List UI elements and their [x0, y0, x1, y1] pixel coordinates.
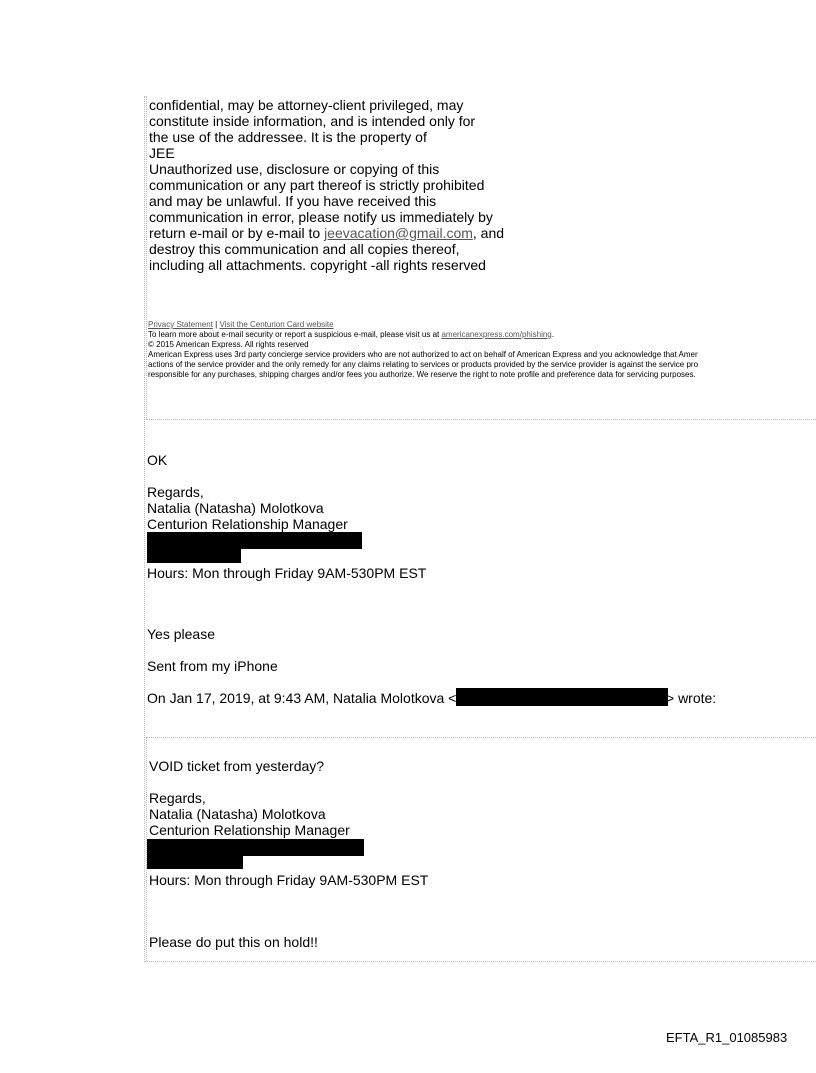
disclaimer-line: including all attachments. copyright -all rights reserved: [149, 257, 486, 273]
footer-links: [148, 320, 816, 330]
disclaimer-line: Unauthorized use, disclosure or copying of this: [149, 161, 440, 177]
regards-text: Regards,: [147, 484, 204, 500]
sender-name: Natalia (Natasha) Molotkova: [147, 500, 324, 516]
redaction-box: [147, 548, 241, 563]
quote-header-suffix: > wrote:: [666, 690, 717, 706]
office-hours: Hours: Mon through Friday 9AM-530PM EST: [149, 872, 429, 888]
sent-from-line: Sent from my iPhone: [147, 658, 278, 674]
disclaimer-line: communication or any part thereof is strictly prohibited: [149, 177, 485, 193]
disclaimer-return-line: [149, 225, 504, 241]
email-link[interactable]: jeevacation@gmail.com: [324, 225, 473, 241]
message-body-ok: OK: [147, 452, 168, 468]
quote-border-bottom: [146, 419, 816, 420]
signature-block-2: [149, 790, 350, 838]
office-hours: Hours: Mon through Friday 9AM-530PM EST: [147, 565, 427, 581]
message-body-void: VOID ticket from yesterday?: [149, 758, 325, 774]
security-notice-text: To learn more about e-mail security or report a suspicious e-mail, please visit us at: [148, 330, 442, 339]
message-body-yes: Yes please: [147, 626, 215, 642]
regards-text: Regards,: [149, 790, 206, 806]
security-notice: [148, 330, 816, 340]
sender-title: Centurion Relationship Manager: [149, 822, 350, 838]
disclaimer-line: destroy this communication and all copies thereof,: [149, 241, 460, 257]
signature-block-1: [147, 484, 348, 532]
disclaimer-line: constitute inside information, and is intended only for: [149, 113, 476, 129]
amex-copyright: © 2015 American Express. All rights reserved: [148, 340, 309, 349]
concierge-notice-line: American Express uses 3rd party concierge service providers who are not authorized to act on behalf of American Express and you acknowledge that Amer: [148, 350, 698, 359]
return-suffix: , and: [472, 225, 505, 241]
concierge-notice-line: actions of the service provider and the only remedy for any claims relating to services or products provided by the service provider is against the service pro: [148, 360, 699, 369]
centurion-website-link[interactable]: Visit the Centurion Card website: [219, 320, 334, 329]
quote-header-prefix: On Jan 17, 2019, at 9:43 AM, Natalia Molotkova <: [147, 690, 457, 706]
confidentiality-disclaimer: [149, 97, 504, 273]
quote-border-top-3: [146, 737, 816, 738]
security-notice-end: .: [551, 330, 554, 339]
concierge-notice-line: responsible for any purchases, shipping charges and/or fees you authorize. We reserve the right to note profile and preference data for servicing purposes.: [148, 370, 696, 379]
privacy-statement-link[interactable]: Privacy Statement: [148, 320, 213, 329]
quote-border-bottom-3: [144, 961, 816, 962]
link-separator: |: [212, 320, 220, 329]
hold-request: Please do put this on hold!!: [149, 934, 318, 950]
disclaimer-line: communication in error, please notify us immediately by: [149, 209, 493, 225]
return-prefix: return e-mail or by e-mail to: [149, 225, 325, 241]
quote-border-outer: [144, 96, 145, 962]
phishing-link[interactable]: americanexpress.com/phishing: [441, 330, 552, 339]
sender-name: Natalia (Natasha) Molotkova: [149, 806, 326, 822]
redaction-box: [147, 532, 362, 549]
disclaimer-line: JEE: [149, 145, 175, 161]
disclaimer-line: and may be unlawful. If you have received this: [149, 193, 437, 209]
redaction-box: [147, 855, 243, 869]
disclaimer-line: confidential, may be attorney-client privileged, may: [149, 97, 464, 113]
amex-footer: [148, 320, 816, 380]
disclaimer-line: the use of the addressee. It is the property of: [149, 129, 427, 145]
sender-title: Centurion Relationship Manager: [147, 516, 348, 532]
quote-border-inner: [146, 96, 147, 420]
redaction-box: [147, 839, 364, 856]
bates-number: EFTA_R1_01085983: [666, 1030, 788, 1045]
redaction-box: [456, 688, 668, 706]
